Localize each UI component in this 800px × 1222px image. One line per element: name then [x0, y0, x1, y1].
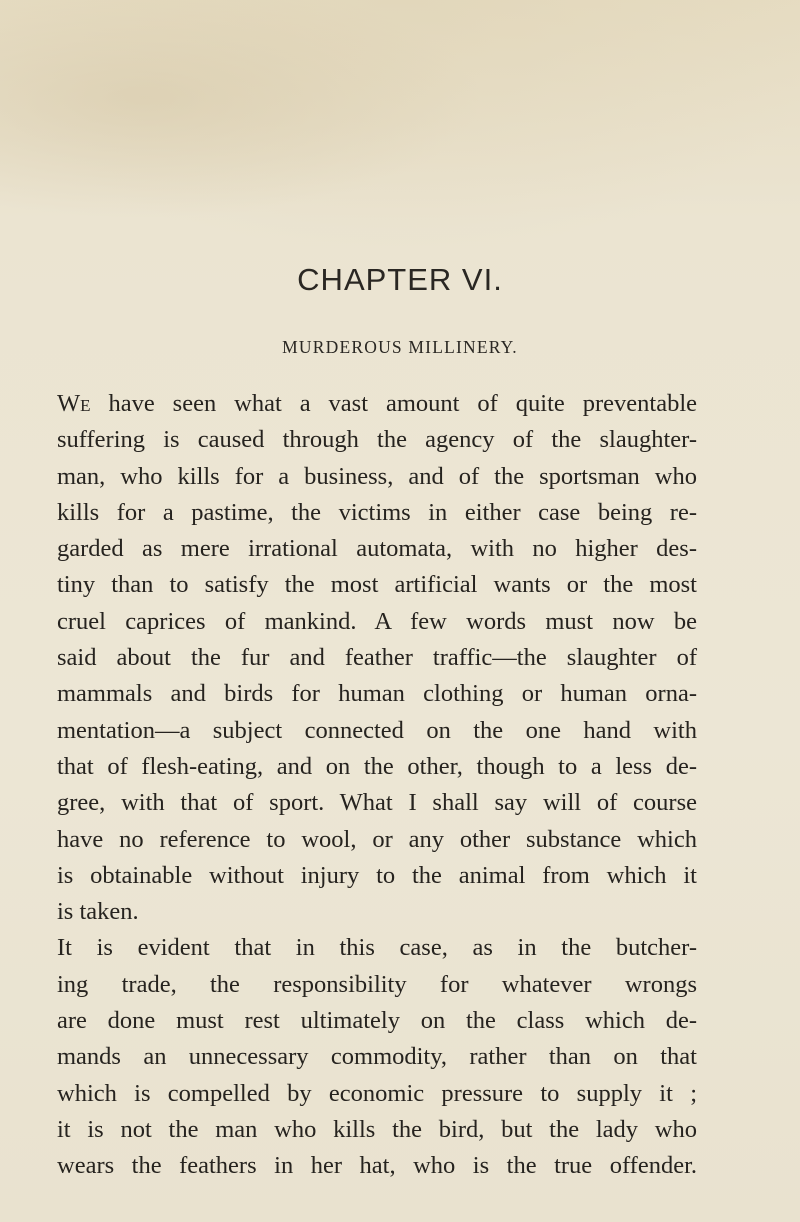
text-line: mammals and birds for human clothing or human orna- [57, 680, 697, 708]
text-line: that of flesh-eating, and on the other, though to a less de- [57, 752, 697, 780]
chapter-subtitle: MURDEROUS MILLINERY. [282, 337, 518, 357]
text-line: is obtainable without injury to the animal from which it [57, 861, 697, 889]
text-line: It is evident that in this case, as in the butcher- [57, 934, 697, 962]
text-line: mentation—a subject connected on the one hand with [57, 716, 697, 744]
text-line: have no reference to wool, or any other substance which [57, 825, 697, 853]
text-line: kills for a pastime, the victims in either case being re- [57, 498, 697, 526]
body-text [57, 386, 697, 1185]
text-line: We have seen what a vast amount of quite preventable [57, 390, 697, 417]
text-line: gree, with that of sport. What I shall say will of course [57, 789, 697, 817]
text-line: tiny than to satisfy the most artificial wants or the most [57, 571, 697, 599]
text-line: suffering is caused through the agency of the slaughter- [57, 426, 697, 454]
text-line: man, who kills for a business, and of the sportsman who [57, 462, 697, 490]
text-line: is taken. [57, 898, 139, 926]
text-line: cruel caprices of mankind. A few words must now be [57, 607, 697, 635]
text-line: said about the fur and feather traffic—the slaughter of [57, 644, 697, 672]
text-line: are done must rest ultimately on the class which de- [57, 1007, 697, 1035]
text-line: it is not the man who kills the bird, but the lady who [57, 1115, 697, 1143]
text-line: ing trade, the responsibility for whatever wrongs [57, 970, 697, 998]
text-line: mands an unnecessary commodity, rather than on that [57, 1043, 697, 1071]
text-line: garded as mere irrational automata, with no higher des- [57, 535, 697, 563]
chapter-title: CHAPTER VI. [297, 262, 503, 297]
text-line: which is compelled by economic pressure to supply it ; [57, 1079, 697, 1107]
text-line: wears the feathers in her hat, who is the true offender. [57, 1152, 697, 1180]
